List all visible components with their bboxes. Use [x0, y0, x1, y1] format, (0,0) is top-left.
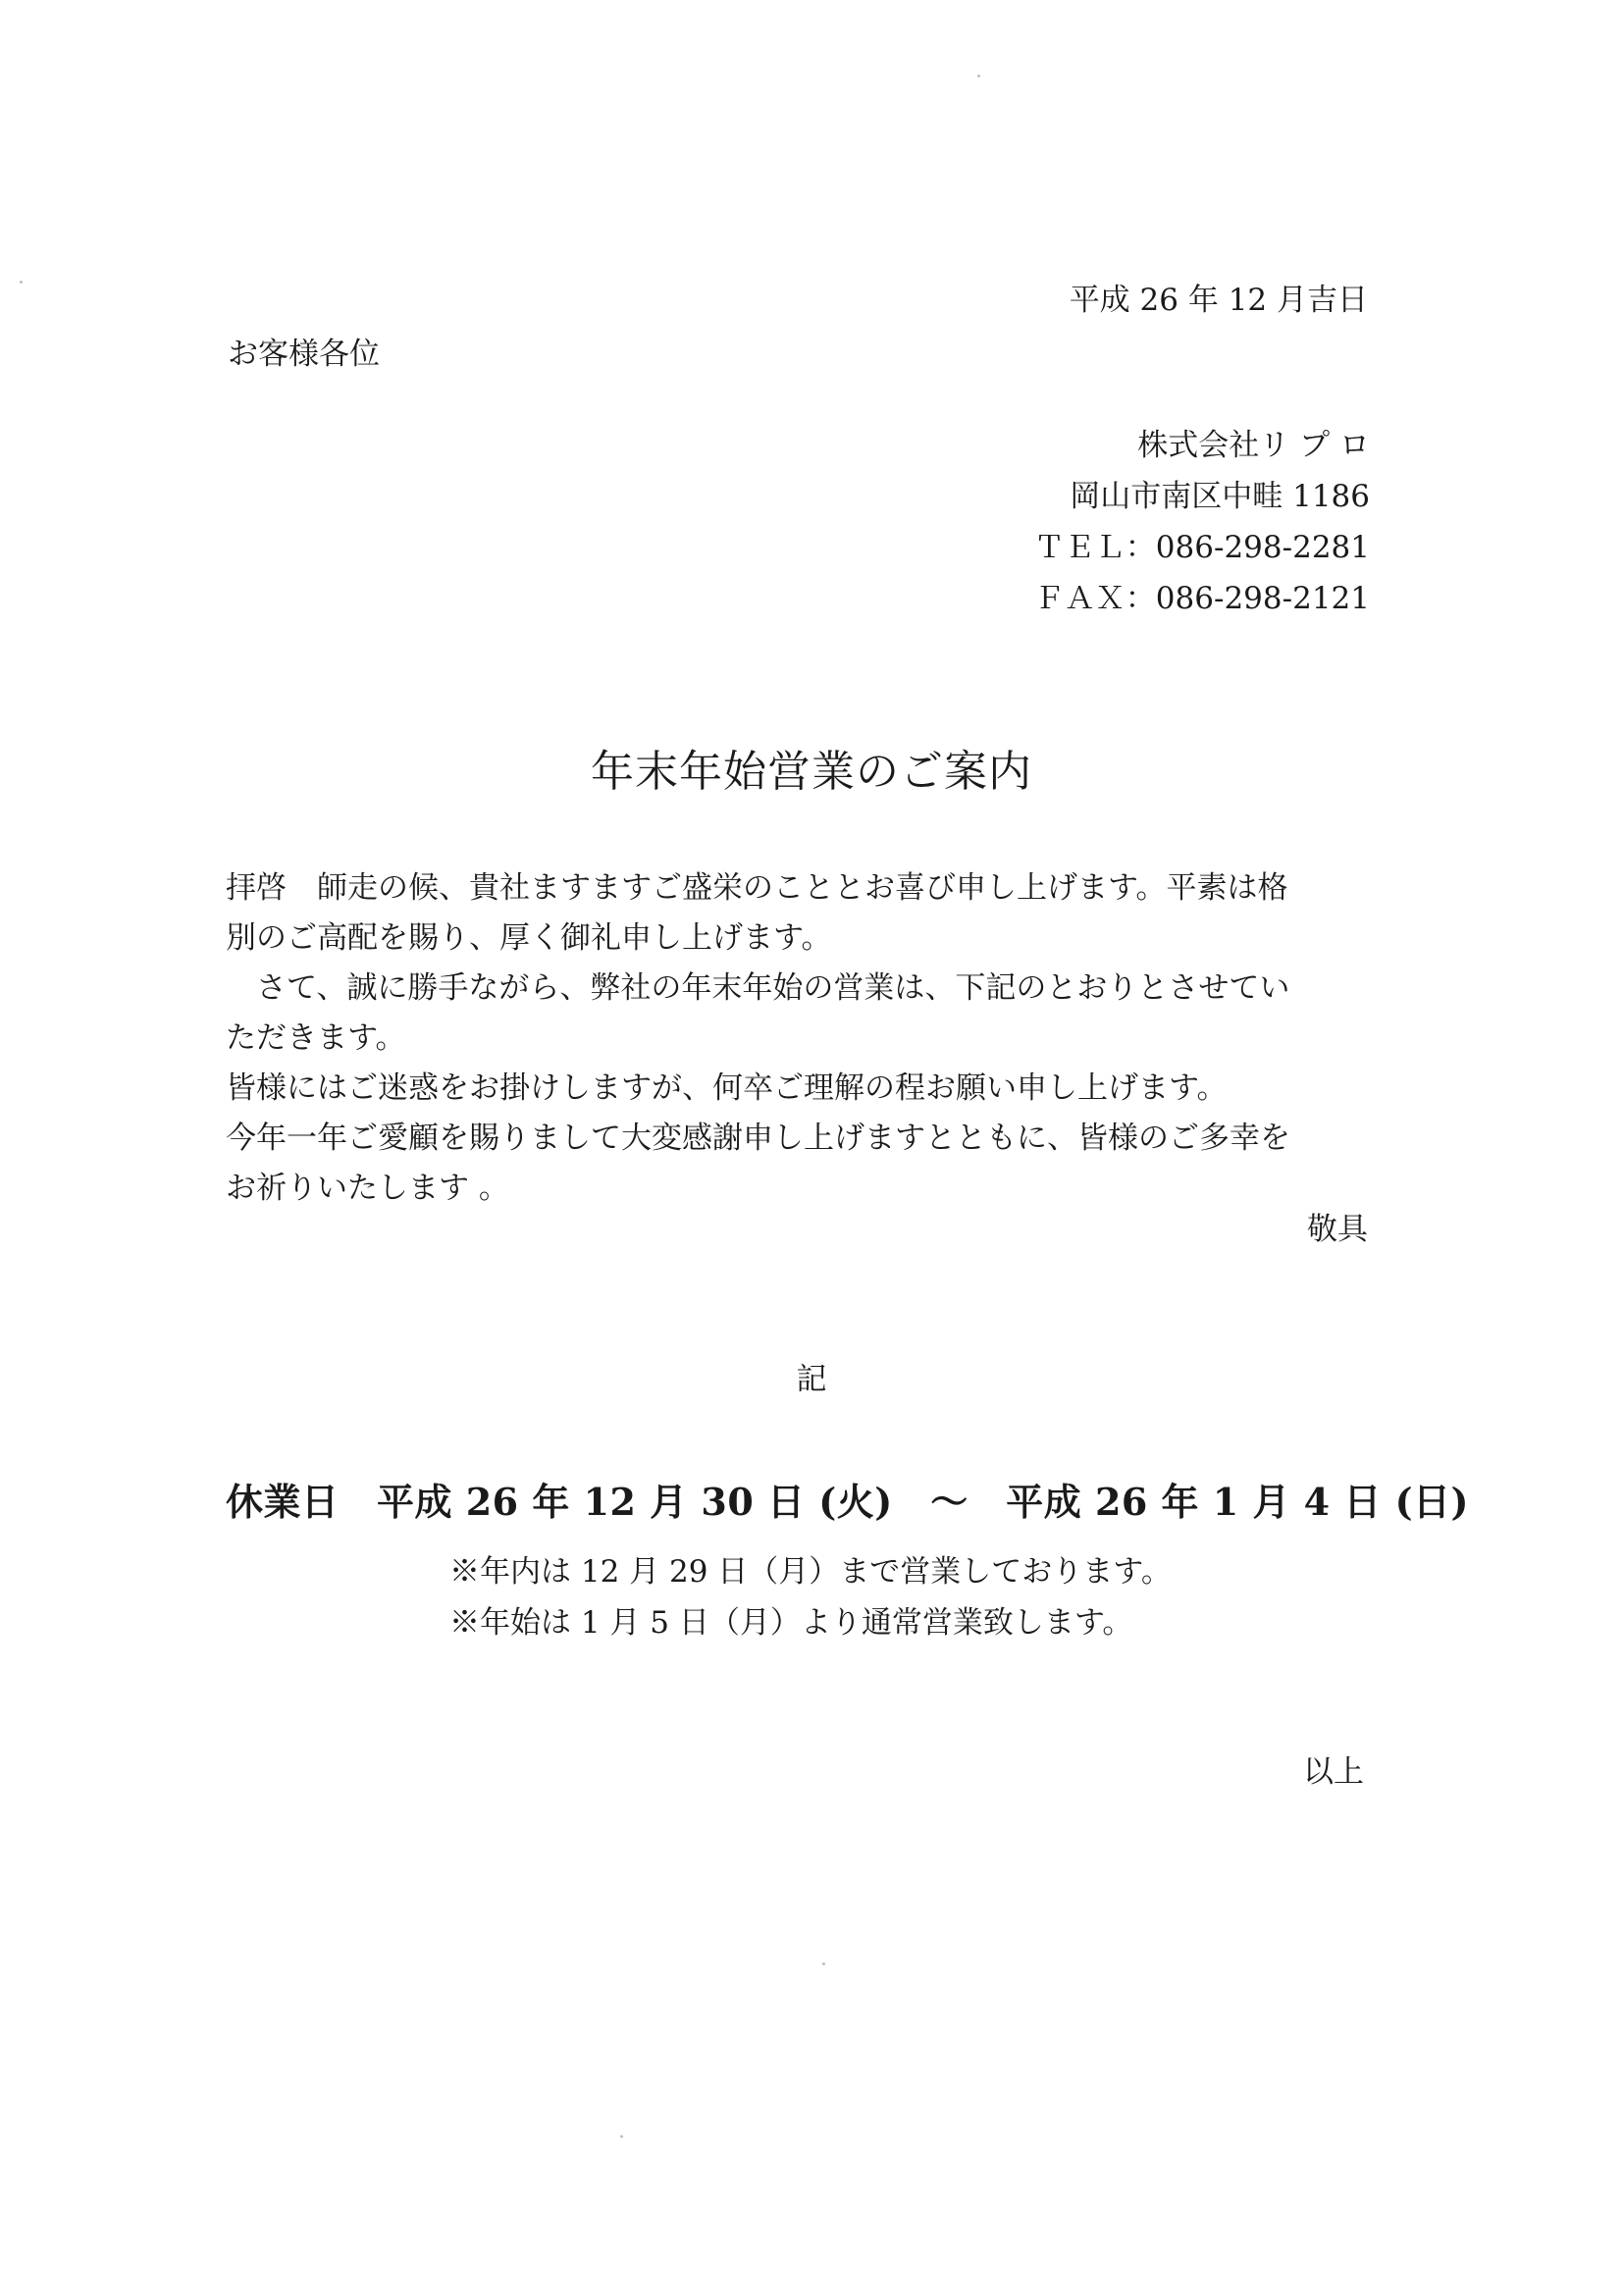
closing-ijo: 以上 [1303, 1754, 1364, 1790]
document-title: 年末年始営業のご案内 [591, 747, 1032, 797]
scan-speck [822, 1962, 825, 1965]
body-line: 拝啓 師走の候、貴社ますますご盛栄のこととお喜び申し上げます。平素は格 [226, 870, 1288, 906]
addressee: お客様各位 [228, 337, 380, 372]
note-line: ※年始は 1 月 5 日（月）より通常営業致します。 [449, 1605, 1133, 1641]
ki-heading: 記 [796, 1362, 827, 1397]
body-line: お祈りいたします 。 [226, 1171, 509, 1206]
body-line: 今年一年ご愛顧を賜りまして大変感謝申し上げますとともに、皆様のご多幸を [226, 1121, 1290, 1156]
body-line: さて、誠に勝手ながら、弊社の年末年始の営業は、下記のとおりとさせてい [226, 970, 1290, 1006]
sender-block [1034, 420, 1370, 624]
letter-body [226, 863, 1374, 1214]
scan-speck [20, 281, 23, 284]
closing-keigu: 敬具 [1307, 1212, 1368, 1247]
sender-company: 株式会社リ プ ロ [1137, 428, 1370, 463]
body-line: 皆様にはご迷惑をお掛けしますが、何卒ご理解の程お願い申し上げます。 [226, 1070, 1228, 1106]
letter-date: 平成 26 年 12 月吉日 [1069, 283, 1368, 318]
sender-tel: ＴＥＬ：086-298-2281 [1033, 530, 1370, 565]
sender-fax: ＦＡＸ：086-298-2121 [1033, 581, 1370, 616]
scan-speck [620, 2135, 623, 2138]
body-line: ただきます。 [226, 1020, 406, 1056]
body-line: 別のご高配を賜り、厚く御礼申し上げます。 [226, 920, 832, 956]
holiday-notes [449, 1546, 1172, 1648]
note-line: ※年内は 12 月 29 日（月）まで営業しております。 [449, 1554, 1172, 1590]
scan-speck [977, 75, 980, 78]
sender-address: 岡山市南区中畦 1186 [1070, 479, 1370, 514]
holiday-period: 休業日 平成 26 年 12 月 30 日 (火) ～ 平成 26 年 1 月 4 日 (日) [226, 1480, 1470, 1524]
